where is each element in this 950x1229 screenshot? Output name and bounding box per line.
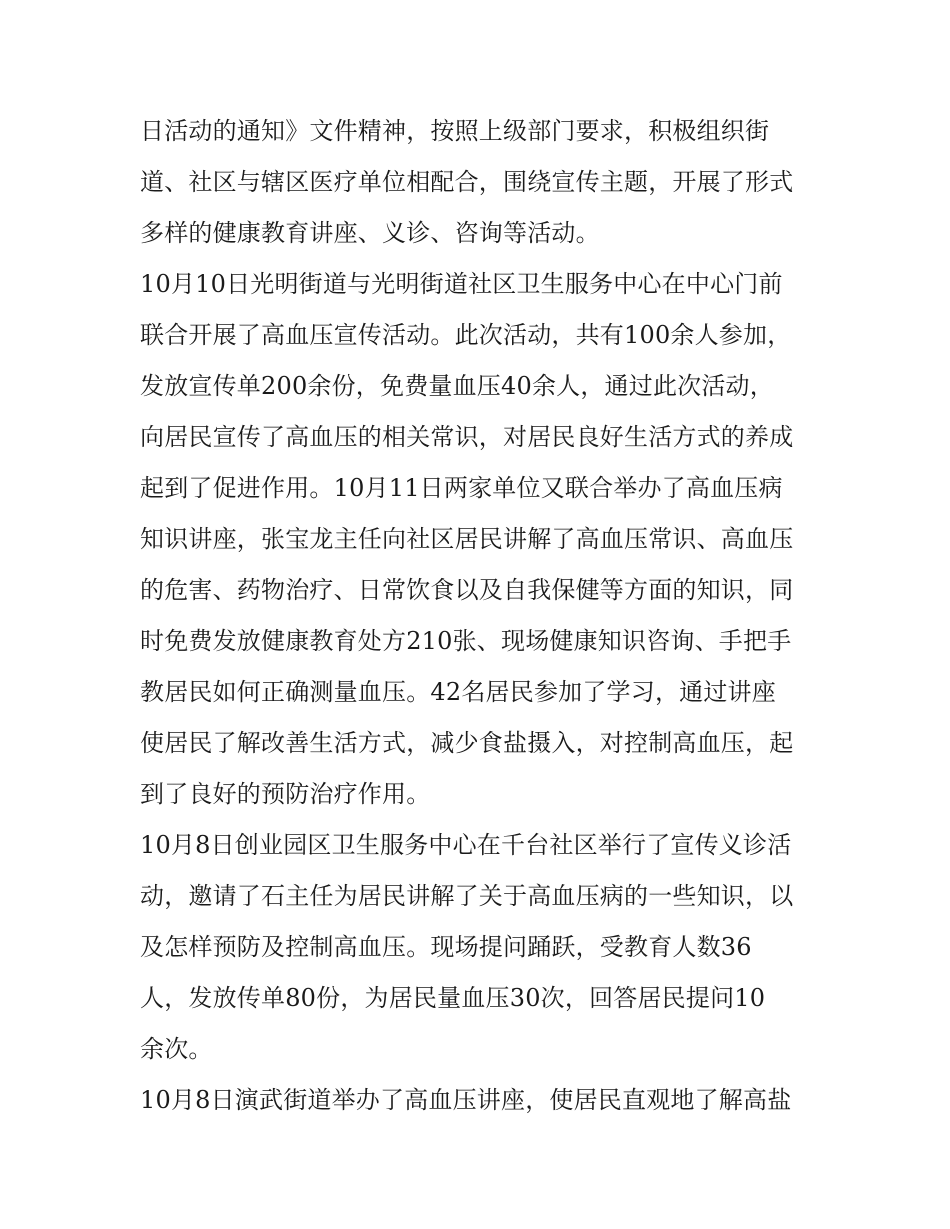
text-line: 余次。 (140, 1035, 213, 1063)
text-line: 发放宣传单200余份，免费量血压40余人，通过此次活动， (140, 372, 774, 400)
document-body-text (140, 106, 820, 1126)
text-line: 时免费发放健康教育处方210张、现场健康知识咨询、手把手 (140, 627, 792, 655)
text-line: 10月10日光明街道与光明街道社区卫生服务中心在中心门前 (140, 270, 783, 298)
text-line: 起到了促进作用。10月11日两家单位又联合举办了高血压病 (140, 474, 783, 502)
text-line: 日活动的通知》文件精神，按照上级部门要求，积极组织街 (140, 117, 770, 145)
text-line: 人，发放传单80份，为居民量血压30次，回答居民提问10 (140, 984, 766, 1012)
text-line: 10月8日演武街道举办了高血压讲座，使居民直观地了解高盐 (140, 1086, 792, 1114)
text-line: 多样的健康教育讲座、义诊、咨询等活动。 (140, 219, 600, 247)
text-line: 及怎样预防及控制高血压。现场提问踊跃，受教育人数36 (140, 933, 752, 961)
text-line: 10月8日创业园区卫生服务中心在千台社区举行了宣传义诊活 (140, 831, 792, 859)
text-line: 联合开展了高血压宣传活动。此次活动，共有100余人参加， (140, 321, 792, 349)
text-line: 道、社区与辖区医疗单位相配合，围绕宣传主题，开展了形式 (140, 168, 794, 196)
text-line: 动，邀请了石主任为居民讲解了关于高血压病的一些知识，以 (140, 882, 794, 910)
text-line: 使居民了解改善生活方式，减少食盐摄入，对控制高血压，起 (140, 729, 794, 757)
text-line: 向居民宣传了高血压的相关常识，对居民良好生活方式的养成 (140, 423, 794, 451)
text-line: 知识讲座，张宝龙主任向社区居民讲解了高血压常识、高血压 (140, 525, 794, 553)
text-line: 教居民如何正确测量血压。42名居民参加了学习，通过讲座 (140, 678, 776, 706)
text-line: 的危害、药物治疗、日常饮食以及自我保健等方面的知识，同 (140, 576, 794, 604)
text-line: 到了良好的预防治疗作用。 (140, 780, 431, 808)
